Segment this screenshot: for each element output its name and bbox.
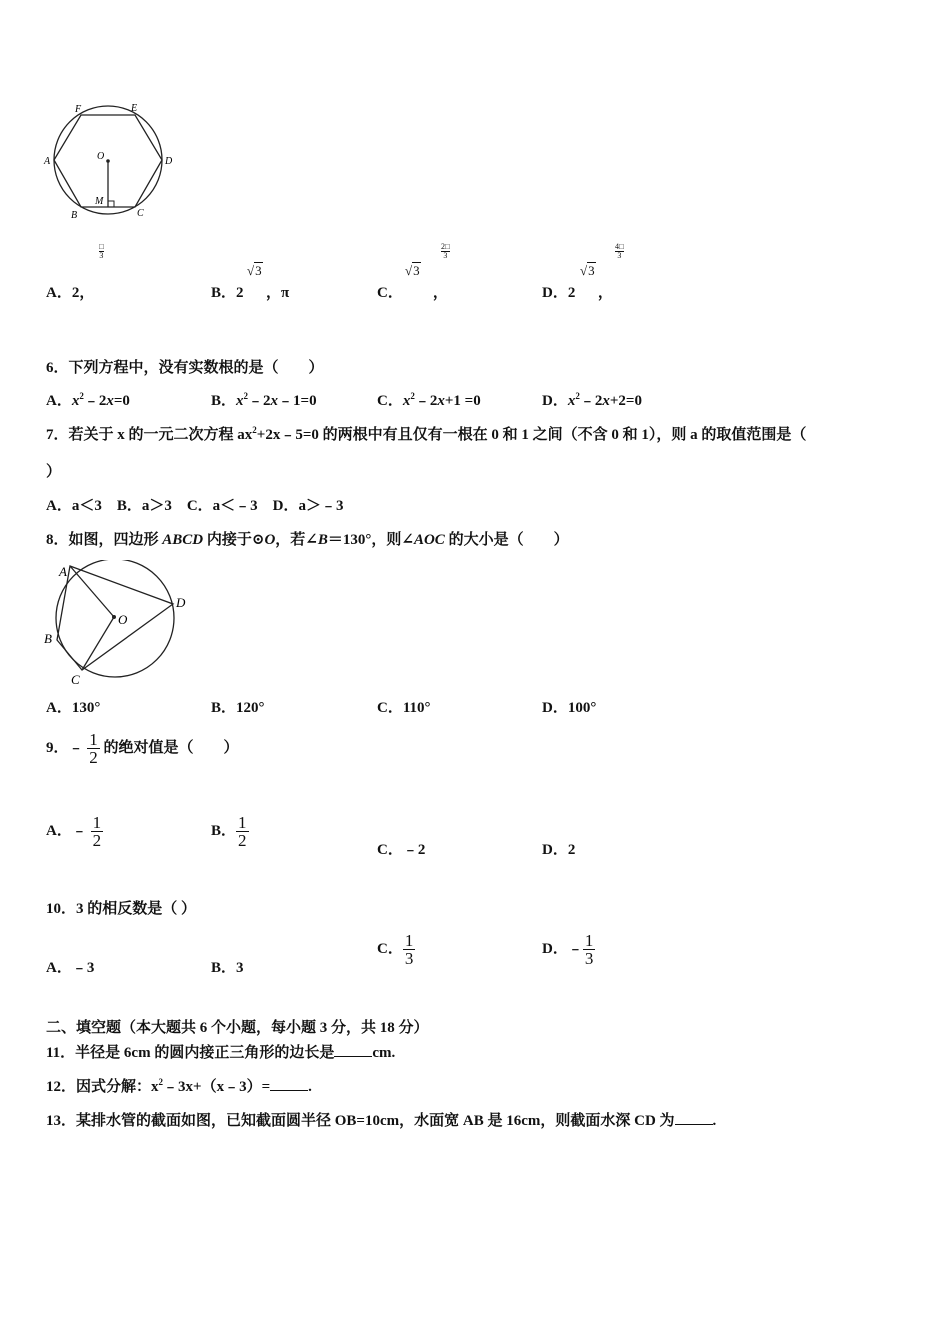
q6-b-var: x	[236, 393, 244, 409]
q6-option-c[interactable]: C．$x^2﹣2x+1 =0$	[377, 391, 481, 409]
q8-stem-i: 的大小是（ ）	[444, 532, 569, 548]
q8-option-d[interactable]: D．100°	[542, 700, 597, 716]
fig8-label-b: B	[44, 631, 52, 646]
q6-a-end: =0	[113, 393, 130, 409]
fig8-label-o: O	[118, 612, 128, 627]
q5-b-tail: ，π	[266, 285, 290, 301]
q5-c-num: 2□	[441, 242, 450, 251]
q9-a-num: 1	[92, 813, 102, 832]
q6-c-var2: x	[437, 393, 445, 409]
q10-d-den: 3	[584, 949, 594, 968]
center-dot	[106, 159, 110, 163]
q9-num: 1	[89, 730, 98, 749]
q6-a-var: x	[71, 393, 80, 409]
q9-option-a[interactable]	[46, 814, 103, 849]
q6-stem: 6．下列方程中，没有实数根的是（ ）	[46, 360, 324, 376]
q6-d-label: D．	[542, 393, 568, 409]
label-d: D	[165, 156, 173, 167]
hexagon-figure	[40, 98, 180, 223]
q6-b-end: ﹣1=0	[278, 393, 317, 409]
q5-d-rad: 3	[588, 263, 595, 278]
q11-unit: cm.	[372, 1045, 396, 1061]
q6-a-var2: x	[106, 393, 114, 409]
q5-b-label: B．2	[211, 285, 244, 301]
q6-d-var2: x	[602, 393, 610, 409]
q9-fraction	[87, 731, 100, 766]
q7-stem-close: ）	[46, 464, 62, 480]
label-m: M	[95, 196, 104, 207]
q6-a-mid: ﹣2	[83, 393, 107, 409]
q7-stem: 7．若关于 x 的一元二次方程 $ax^2+2x﹣5=0$ 的两根中有且仅有一根在 0 和 1 之间（不含 0 和 1），则 a 的取值范围是（	[46, 425, 807, 443]
q9-b-label: B．	[211, 822, 237, 839]
q5-option-d[interactable]	[542, 281, 613, 302]
q5-option-d-fraction	[615, 243, 624, 263]
q5-c-den: 3	[441, 251, 450, 260]
q11-blank[interactable]	[334, 1044, 372, 1057]
label-b: B	[71, 210, 78, 221]
q5-option-a-fraction	[99, 243, 104, 263]
q5-option-c-fraction	[441, 243, 450, 263]
q6-b-label: B．	[211, 393, 237, 409]
q10-d-label: D．﹣	[542, 940, 583, 957]
q13-end: .	[712, 1113, 717, 1129]
q11-text: 11．半径是 6cm 的圆内接正三角形的边长是	[46, 1045, 335, 1061]
q9-stem-a: 9．﹣	[46, 739, 84, 756]
q6-d-mid: ﹣2	[579, 393, 603, 409]
q10-option-d[interactable]	[542, 932, 595, 967]
q6-d-end: +2=0	[609, 393, 642, 409]
q8-stem-c: 内接于⊙	[203, 532, 265, 548]
q9-den: 2	[89, 748, 98, 767]
q13	[46, 1109, 716, 1130]
q5-a-num: □	[99, 242, 104, 251]
q5-a-den: 3	[99, 251, 104, 260]
right-angle-mark	[108, 201, 114, 207]
q5-option-d-sqrt: √3	[580, 263, 595, 278]
q9-stem-b: 的绝对值是（ ）	[103, 739, 239, 756]
q9-a-label: A．﹣	[46, 822, 87, 839]
q5-d-tail: ，	[597, 285, 613, 301]
q10-option-c[interactable]	[377, 932, 415, 967]
q8-stem-e: ，若∠	[275, 532, 318, 548]
q5-option-c[interactable]	[377, 281, 448, 302]
q5-option-b-sqrt: √3	[247, 263, 262, 278]
section2-heading: 二、填空题（本大题共 6 个小题，每小题 3 分，共 18 分）	[46, 1020, 429, 1036]
q5-c-rad: 3	[413, 263, 420, 278]
q5-d-label: D．2	[542, 285, 576, 301]
q9-b-den: 2	[238, 831, 247, 850]
q12-text-a: 12．因式分解：x	[46, 1079, 159, 1095]
q11	[46, 1041, 395, 1062]
q8-stem-b: ABCD	[162, 532, 204, 548]
q8-option-c[interactable]: C．110°	[377, 700, 431, 716]
q6-b-mid: ﹣2	[248, 393, 271, 409]
label-a: A	[44, 156, 51, 167]
q12-text-b: ﹣3x+（x﹣3）=	[163, 1079, 271, 1095]
q10-d-num: 1	[584, 931, 594, 950]
q12-end: .	[308, 1079, 312, 1095]
segment-oc	[82, 617, 114, 670]
fig8-label-c: C	[71, 672, 80, 687]
q9-a-den: 2	[92, 831, 102, 850]
q6-b-var2: x	[270, 393, 279, 409]
q10-option-a[interactable]: A．﹣3	[46, 960, 95, 976]
center-o-dot	[112, 615, 116, 619]
q5-option-c-sqrt: √3	[405, 263, 420, 278]
q9-option-b[interactable]	[211, 814, 249, 849]
fig8-label-d: D	[176, 595, 186, 610]
label-e: E	[131, 103, 138, 114]
q8-stem-g: ＝130°，则∠	[327, 532, 414, 548]
q7-stem-a: 7．若关于 x 的一元二次方程 ax	[46, 427, 253, 443]
q10-c-num: 1	[404, 931, 414, 950]
cyclic-quadrilateral-figure	[40, 560, 200, 688]
q8-stem-f: B	[317, 532, 328, 548]
q8-stem	[46, 528, 569, 549]
q12-blank[interactable]	[270, 1078, 308, 1091]
q9-option-d[interactable]: D．2	[542, 842, 576, 858]
q6-a-label: A．	[46, 393, 72, 409]
label-c: C	[137, 208, 144, 219]
q8-stem-h: AOC	[413, 532, 445, 548]
q5-c-tail: ，	[432, 285, 448, 301]
q13-blank[interactable]	[675, 1112, 713, 1125]
q5-c-label: C．	[377, 285, 403, 301]
q12: 12．因式分解：$x^2﹣3x+(x﹣3)=$ .	[46, 1077, 312, 1095]
q6-c-var: x	[402, 393, 411, 409]
q6-option-d[interactable]: D．$x^2﹣2x+2=0$	[542, 391, 642, 409]
q6-d-var: x	[567, 393, 576, 409]
q9-option-c[interactable]: C．﹣2	[377, 842, 426, 858]
q8-option-b[interactable]: B．120°	[211, 700, 265, 716]
q5-d-num: 4□	[615, 242, 624, 251]
q5-b-rad: 3	[255, 263, 262, 278]
q5-option-b[interactable]	[211, 281, 289, 302]
q6-c-end: +1 =0	[444, 393, 481, 409]
q6-c-label: C．	[377, 393, 403, 409]
q8-stem-d: O	[264, 532, 276, 548]
label-o: O	[97, 151, 105, 162]
q5-option-a[interactable]: A．2，	[46, 285, 95, 301]
q13-text: 13．某排水管的截面如图，已知截面圆半径 OB=10cm，水面宽 AB 是 16cm，则截面水深 CD 为	[46, 1113, 675, 1129]
q7-options[interactable]: A．a＜3 B．a＞3 C．a＜﹣3 D．a＞﹣3	[46, 498, 344, 514]
q10-c-den: 3	[404, 949, 414, 968]
q9-b-num: 1	[238, 813, 247, 832]
q10-stem: 10．3 的相反数是（ ）	[46, 901, 197, 917]
q10-c-label: C．	[377, 940, 403, 957]
q6-option-a[interactable]: A．$x^2﹣2x=0$	[46, 391, 130, 409]
label-f: F	[75, 104, 82, 115]
q10-option-b[interactable]: B．3	[211, 960, 244, 976]
q9-stem	[46, 731, 239, 766]
q7-stem-b: +2x﹣5=0 的两根中有且仅有一根在 0 和 1 之间（不含 0 和 1），则 a 的取值范围是（	[256, 427, 807, 443]
q8-option-a[interactable]: A．130°	[46, 700, 101, 716]
q6-option-b[interactable]: B．$x^2﹣2x﹣1=0$	[211, 391, 317, 409]
q8-stem-a: 8．如图，四边形	[46, 532, 163, 548]
q6-c-mid: ﹣2	[414, 393, 438, 409]
fig8-label-a: A	[59, 564, 67, 579]
q5-d-den: 3	[615, 251, 624, 260]
